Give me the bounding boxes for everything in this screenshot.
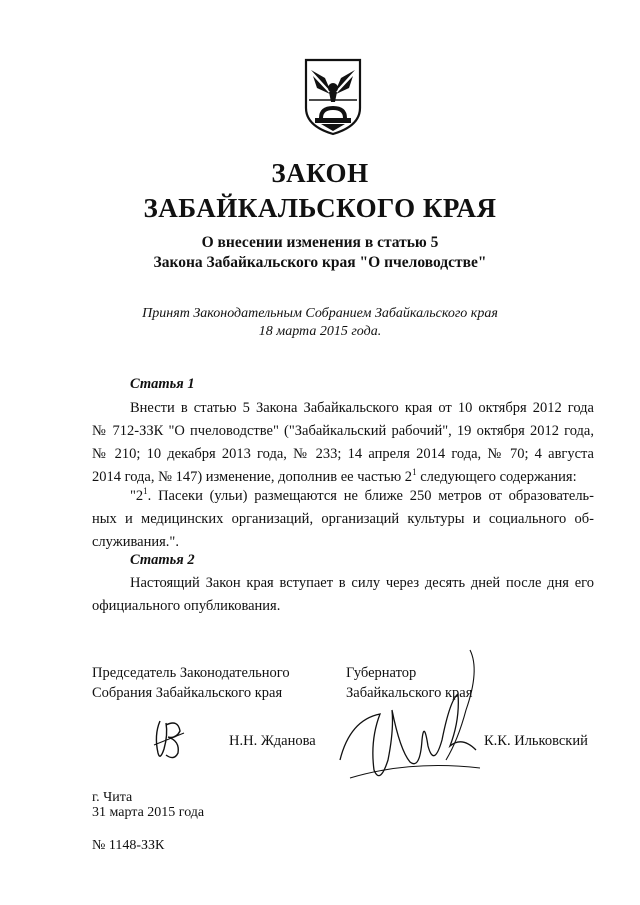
adoption-note: Принят Законодательным Собранием Забайкальского края	[142, 306, 498, 321]
text-line: Настоящий Закон края вступает в силу через десять дней после дня его	[130, 575, 594, 591]
governor-title: Губернатор Забайкальского края	[346, 665, 473, 701]
chairman-name: Н.Н. Жданова	[229, 733, 316, 749]
region-title: ЗАБАЙКАЛЬСКОГО КРАЯ	[143, 193, 497, 223]
text-line: официального опубликования.	[92, 598, 281, 614]
text-line: 2014 года, № 147) изменение, дополнив ее частью $2^1$ следующего содержания:	[92, 467, 577, 485]
signing-date: 31 марта 2015 года	[92, 805, 205, 820]
chairman-signature-icon	[150, 715, 190, 763]
text-line: ных и медицинских организаций, организаций культуры и социального об-	[92, 511, 594, 527]
article-2-heading: Статья 2	[130, 552, 195, 568]
adoption-date: 18 марта 2015 года.	[258, 324, 382, 339]
city: г. Чита	[92, 790, 133, 805]
chairman-title: Председатель Законодательного Собрания Забайкальского края	[92, 665, 290, 701]
governor-name: К.К. Ильковский	[484, 733, 588, 749]
text-line: служивания.".	[92, 534, 179, 550]
law-number: № 1148-ЗЗК	[92, 838, 165, 853]
text-line: "$2^1$. Пасеки (ульи) размещаются не ближе 250 метров от образователь-	[130, 486, 594, 504]
article-1-paragraph	[92, 397, 594, 489]
article-1-heading: Статья 1	[130, 376, 195, 392]
text-line: № 210; 10 декабря 2013 года, № 233; 14 апреля 2014 года, № 70; 4 августа	[92, 446, 594, 462]
law-title: ЗАКОН	[271, 158, 369, 188]
text-line: Внести в статью 5 Закона Забайкальского края от 10 октября 2012 года	[130, 400, 594, 416]
article-1-quote	[92, 485, 594, 554]
text-line: № 712-ЗЗК "О пчеловодстве" ("Забайкальский рабочий", 19 октября 2012 года,	[92, 423, 594, 439]
coat-of-arms-icon	[303, 58, 363, 136]
governor-signature-icon	[330, 650, 490, 790]
law-subject-line1: О внесении изменения в статью 5	[201, 234, 439, 251]
law-subject-line2: Закона Забайкальского края "О пчеловодстве"	[153, 254, 487, 271]
article-2-paragraph	[92, 572, 594, 618]
